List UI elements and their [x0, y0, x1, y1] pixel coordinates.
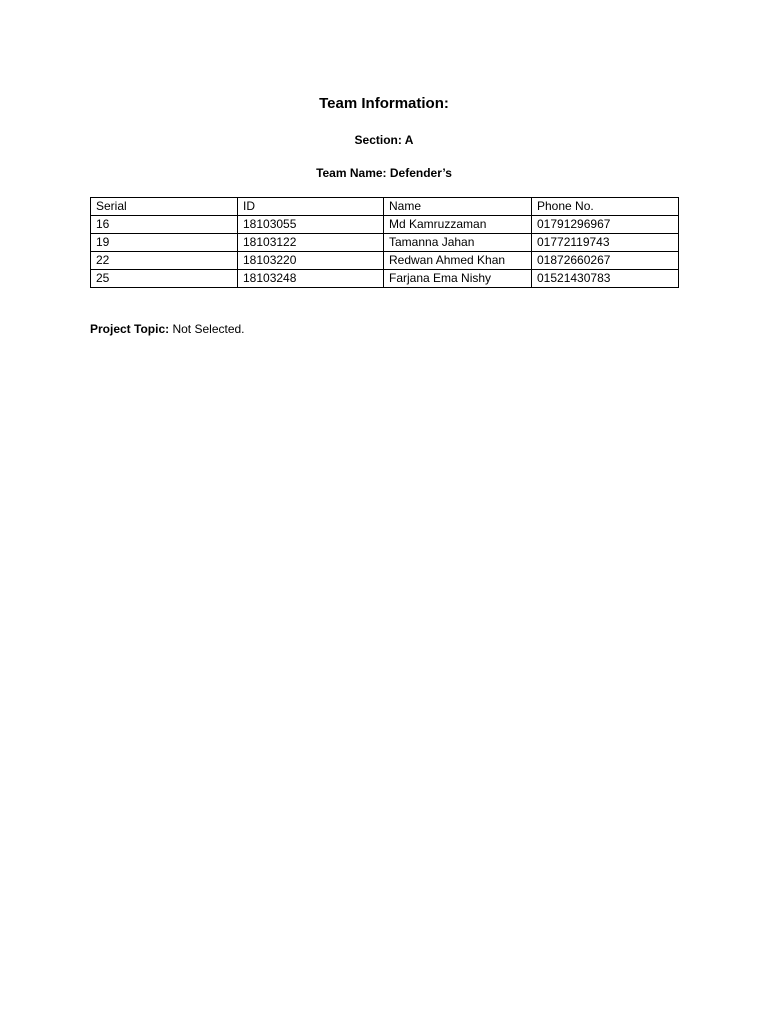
table-row — [91, 234, 679, 252]
header-name: Name — [384, 198, 532, 216]
cell-serial: 25 — [91, 270, 238, 288]
cell-serial: 22 — [91, 252, 238, 270]
cell-serial: 19 — [91, 234, 238, 252]
cell-phone: 01521430783 — [532, 270, 679, 288]
table-header-row — [91, 198, 679, 216]
document-title: Team Information: — [319, 95, 449, 112]
cell-phone: 01872660267 — [532, 252, 679, 270]
cell-id: 18103248 — [238, 270, 384, 288]
cell-id: 18103055 — [238, 216, 384, 234]
project-topic-label: Project Topic: — [90, 322, 170, 336]
team-name-label: Team Name: — [316, 166, 387, 180]
header-id: ID — [238, 198, 384, 216]
team-name-line — [0, 166, 768, 180]
table-row — [91, 252, 679, 270]
cell-name: Farjana Ema Nishy — [384, 270, 532, 288]
cell-name: Md Kamruzzaman — [384, 216, 532, 234]
section-line — [0, 133, 768, 147]
team-name-value: Defender’s — [389, 166, 452, 180]
project-topic-line — [90, 322, 245, 336]
cell-phone: 01772119743 — [532, 234, 679, 252]
cell-name: Tamanna Jahan — [384, 234, 532, 252]
project-topic-value: Not Selected. — [172, 322, 245, 336]
table-row — [91, 216, 679, 234]
team-members-table — [90, 197, 679, 288]
section-label: Section: — [354, 133, 402, 147]
cell-name: Redwan Ahmed Khan — [384, 252, 532, 270]
section-value: A — [404, 133, 414, 147]
table-row — [91, 270, 679, 288]
header-phone: Phone No. — [532, 198, 679, 216]
header-serial: Serial — [91, 198, 238, 216]
cell-serial: 16 — [91, 216, 238, 234]
cell-phone: 01791296967 — [532, 216, 679, 234]
cell-id: 18103220 — [238, 252, 384, 270]
cell-id: 18103122 — [238, 234, 384, 252]
